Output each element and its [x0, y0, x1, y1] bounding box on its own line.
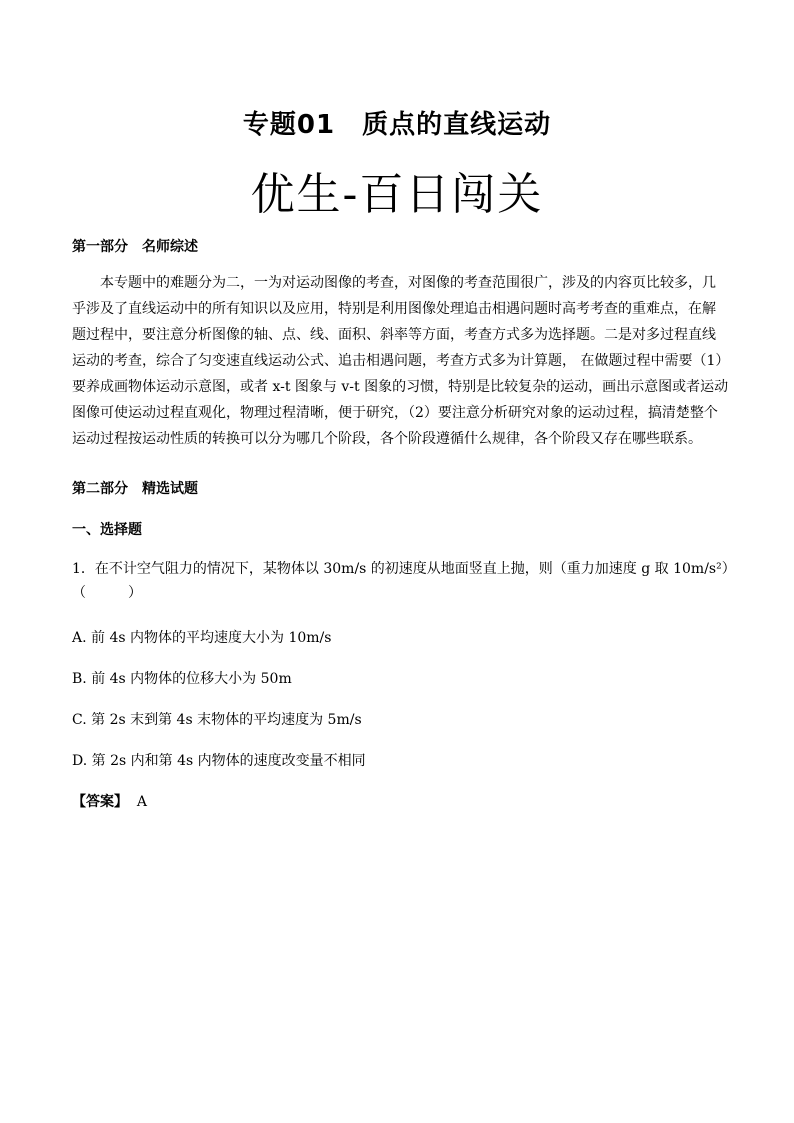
section-subheading: 一、选择题: [72, 522, 142, 538]
topic-title: 专题01 质点的直线运动: [242, 110, 552, 140]
overview-line: 运动的考查，综合了匀变速直线运动公式、追击相遇问题，考查方式多为计算题， 在做题过程中需要（1）: [72, 353, 730, 369]
overview-line: 要养成画物体运动示意图，或者 x-t 图象与 v-t 图象的习惯，特别是比较复杂的运动，画出示意图或者运动: [72, 379, 729, 395]
answer-label: 【答案】: [72, 794, 128, 810]
overview-line: 题过程中，要注意分析图像的轴、点、线、面积、斜率等方面，考查方式多为选择题。二是对多过程直线: [72, 327, 716, 343]
overview-line: 本专题中的难题分为二，一为对运动图像的考查，对图像的考查范围很广，涉及的内容页比较多，几: [100, 275, 716, 291]
main-title: 优生-百日闯关: [250, 169, 544, 220]
option-b: B. 前 4s 内物体的位移大小为 50m: [72, 671, 292, 687]
overview-line: 图像可使运动过程直观化，物理过程清晰，便于研究，（2）要注意分析研究对象的运动过程，搞清楚整个: [72, 405, 718, 421]
answer-value: A: [136, 794, 148, 810]
option-a: A. 前 4s 内物体的平均速度大小为 10m/s: [72, 630, 332, 646]
part-two-heading: 第二部分 精选试题: [72, 481, 198, 497]
part-one-heading: 第一部分 名师综述: [72, 239, 198, 255]
option-c: C. 第 2s 末到第 4s 末物体的平均速度为 5m/s: [72, 712, 362, 728]
overview-paragraph: [72, 270, 730, 452]
option-d: D. 第 2s 内和第 4s 内物体的速度改变量不相同: [72, 753, 366, 769]
overview-line: 运动过程按运动性质的转换可以分为哪几个阶段，各个阶段遵循什么规律，各个阶段又存在哪些联系。: [72, 431, 702, 447]
question-blank: （ ）: [72, 585, 142, 601]
overview-line: 乎涉及了直线运动中的所有知识以及应用，特别是利用图像处理追击相遇问题时高考考查的重难点，在解: [72, 301, 716, 317]
answer-row: [72, 791, 147, 811]
question-stem: 1．在不计空气阻力的情况下，某物体以 30m/s 的初速度从地面竖直上抛，则（重力加速度 g 取 10m/s²）: [72, 561, 736, 577]
